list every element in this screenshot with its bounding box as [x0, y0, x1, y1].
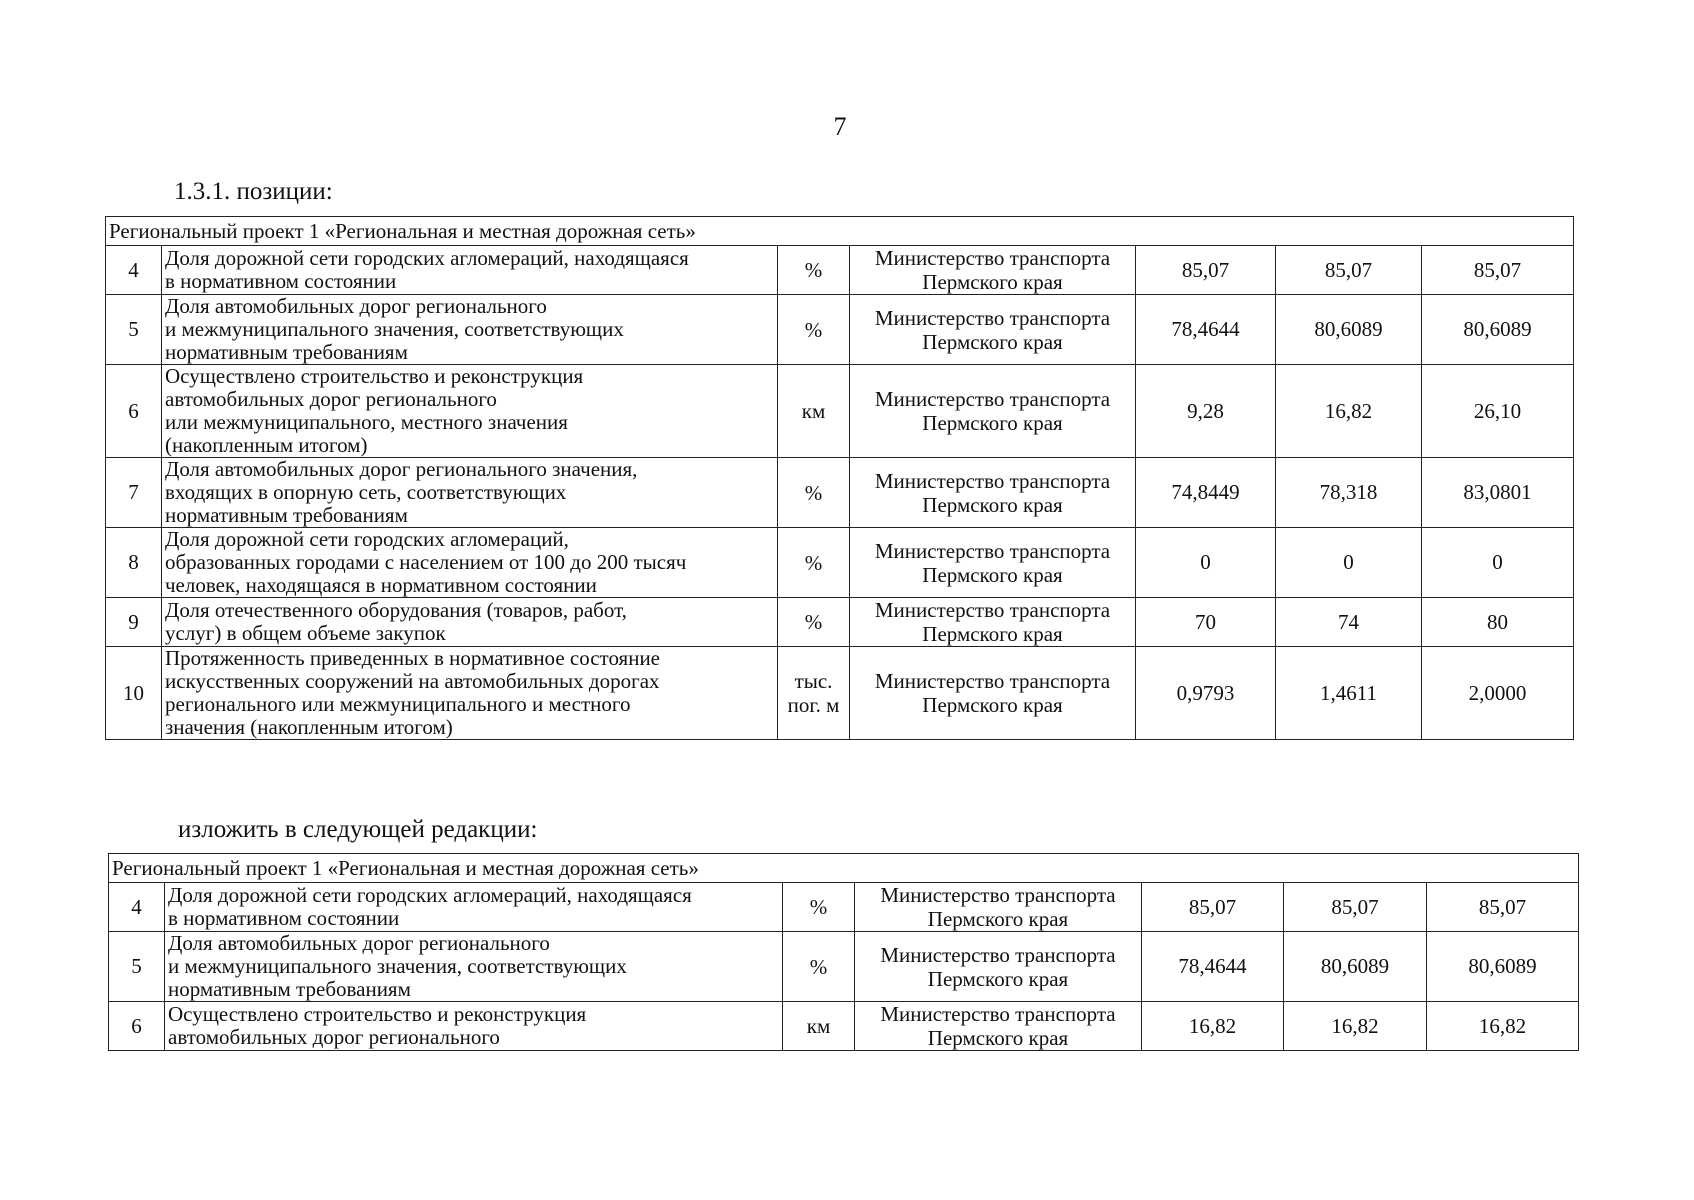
indicator-name — [162, 598, 778, 647]
row-number: 5 — [109, 932, 165, 1002]
responsible-body — [850, 598, 1136, 647]
value-year-2: 74 — [1276, 598, 1422, 647]
indicator-name-line: Доля автомобильных дорог регионального значения, — [165, 457, 638, 481]
project-title-row — [109, 854, 1579, 883]
responsible-line: Пермского края — [922, 411, 1063, 435]
unit-line: км — [801, 399, 826, 423]
indicator-name-line: Доля дорожной сети городских агломераций, находящаяся — [168, 883, 692, 907]
indicator-name-line: Доля дорожной сети городских агломераций, — [165, 527, 569, 551]
unit-line: % — [804, 610, 823, 634]
unit-line: % — [804, 550, 823, 575]
indicator-name-line: в нормативном состоянии — [165, 269, 397, 293]
value-year-3: 26,10 — [1422, 365, 1574, 458]
project-title: Региональный проект 1 «Региональная и местная дорожная сеть» — [109, 854, 1579, 883]
value-year-1: 85,07 — [1142, 883, 1284, 932]
indicator-name-line: или межмуниципального, местного значения — [165, 410, 568, 434]
responsible-line: Министерство транспорта — [880, 883, 1116, 907]
indicator-name-line: Доля автомобильных дорог регионального — [165, 294, 547, 318]
table-row — [109, 1002, 1579, 1051]
unit-line: км — [806, 1014, 831, 1038]
value-year-2: 16,82 — [1276, 365, 1422, 458]
responsible-line: Пермского края — [922, 329, 1063, 354]
indicator-name-line: Доля отечественного оборудования (товаров, работ, — [165, 598, 627, 622]
responsible-line: Пермского края — [922, 622, 1063, 646]
unit-line: % — [804, 317, 823, 342]
row-number: 7 — [106, 458, 162, 528]
value-year-2: 0 — [1276, 528, 1422, 598]
value-year-3: 2,0000 — [1422, 647, 1574, 740]
unit-of-measure — [778, 528, 850, 598]
value-year-3: 80,6089 — [1422, 295, 1574, 365]
row-number: 6 — [109, 1002, 165, 1051]
indicator-name — [162, 528, 778, 598]
indicator-name-line: нормативным требованиям — [165, 503, 408, 527]
value-year-1: 78,4644 — [1142, 932, 1284, 1002]
indicator-name — [162, 365, 778, 458]
indicator-name — [165, 932, 783, 1002]
table-row — [109, 932, 1579, 1002]
old-indicators-table — [105, 216, 1574, 740]
unit-of-measure — [778, 246, 850, 295]
value-year-1: 85,07 — [1136, 246, 1276, 295]
responsible-line: Пермского края — [927, 907, 1069, 931]
indicator-name-line: входящих в опорную сеть, соответствующих — [165, 480, 567, 504]
responsible-line: Министерство транспорта — [874, 246, 1111, 270]
indicator-name — [165, 1002, 783, 1051]
value-year-2: 78,318 — [1276, 458, 1422, 528]
table-row — [106, 246, 1574, 295]
indicator-name-line: человек, находящаяся в нормативном состоянии — [165, 573, 597, 597]
indicator-name-line: автомобильных дорог регионального — [165, 387, 497, 411]
unit-of-measure — [783, 932, 855, 1002]
value-year-1: 70 — [1136, 598, 1276, 647]
responsible-line: Пермского края — [922, 562, 1063, 587]
indicator-name-line: образованных городами с населением от 100 до 200 тысяч — [165, 550, 687, 574]
responsible-body — [850, 647, 1136, 740]
table-row — [106, 295, 1574, 365]
responsible-line: Пермского края — [922, 270, 1063, 294]
row-number: 6 — [106, 365, 162, 458]
new-table-body — [109, 883, 1579, 1051]
indicator-name-line: в нормативном состоянии — [168, 906, 400, 930]
indicator-name-line: и межмуниципального значения, соответствующих — [165, 317, 624, 341]
value-year-2: 16,82 — [1284, 1002, 1427, 1051]
row-number: 9 — [106, 598, 162, 647]
value-year-3: 0 — [1422, 528, 1574, 598]
responsible-line: Министерство транспорта — [874, 468, 1111, 493]
unit-of-measure — [778, 458, 850, 528]
value-year-1: 0,9793 — [1136, 647, 1276, 740]
table-row — [109, 883, 1579, 932]
value-year-3: 80,6089 — [1427, 932, 1579, 1002]
indicator-name-line: искусственных сооружений на автомобильных дорогах — [165, 669, 660, 693]
indicator-name-line: Протяженность приведенных в нормативное состояние — [165, 646, 661, 670]
indicator-name-line: Осуществлено строительство и реконструкция — [165, 364, 584, 388]
indicator-name-line: значения (накопленным итогом) — [165, 715, 453, 739]
section-new-heading: изложить в следующей редакции: — [178, 816, 538, 843]
responsible-body — [850, 365, 1136, 458]
table-row — [106, 365, 1574, 458]
indicator-name-line: Осуществлено строительство и реконструкция — [168, 1002, 587, 1026]
value-year-2: 1,4611 — [1276, 647, 1422, 740]
indicator-name-line: нормативным требованиям — [165, 340, 408, 364]
row-number: 10 — [106, 647, 162, 740]
unit-line: тыс. — [794, 669, 833, 693]
value-year-2: 80,6089 — [1284, 932, 1427, 1002]
value-year-1: 74,8449 — [1136, 458, 1276, 528]
responsible-body — [855, 883, 1142, 932]
value-year-1: 0 — [1136, 528, 1276, 598]
value-year-3: 85,07 — [1422, 246, 1574, 295]
responsible-body — [850, 458, 1136, 528]
responsible-body — [850, 295, 1136, 365]
row-number: 4 — [109, 883, 165, 932]
unit-of-measure — [783, 1002, 855, 1051]
value-year-3: 85,07 — [1427, 883, 1579, 932]
unit-line: % — [804, 258, 823, 282]
row-number: 4 — [106, 246, 162, 295]
row-number: 8 — [106, 528, 162, 598]
indicator-name — [165, 883, 783, 932]
indicator-name-line: регионального или межмуниципального и местного — [165, 692, 631, 716]
indicator-name-line: Доля автомобильных дорог регионального — [168, 931, 550, 955]
unit-line: % — [809, 895, 828, 919]
table-row — [106, 647, 1574, 740]
responsible-body — [850, 246, 1136, 295]
indicator-name-line: (накопленным итогом) — [165, 433, 368, 457]
responsible-line: Министерство транспорта — [874, 538, 1111, 563]
unit-of-measure — [783, 883, 855, 932]
value-year-3: 80 — [1422, 598, 1574, 647]
new-indicators-table — [108, 853, 1579, 1051]
indicator-name — [162, 295, 778, 365]
responsible-line: Министерство транспорта — [880, 942, 1116, 967]
unit-of-measure — [778, 647, 850, 740]
row-number: 5 — [106, 295, 162, 365]
indicator-name-line: автомобильных дорог регионального — [168, 1025, 500, 1049]
value-year-3: 83,0801 — [1422, 458, 1574, 528]
responsible-line: Пермского края — [922, 693, 1063, 717]
responsible-body — [850, 528, 1136, 598]
responsible-line: Министерство транспорта — [874, 387, 1111, 411]
page-number: 7 — [833, 112, 847, 141]
responsible-line: Министерство транспорта — [874, 669, 1111, 693]
responsible-line: Министерство транспорта — [874, 598, 1111, 622]
value-year-2: 80,6089 — [1276, 295, 1422, 365]
unit-line: % — [804, 480, 823, 505]
value-year-1: 78,4644 — [1136, 295, 1276, 365]
old-table-body — [106, 246, 1574, 740]
unit-of-measure — [778, 365, 850, 458]
value-year-2: 85,07 — [1276, 246, 1422, 295]
unit-of-measure — [778, 295, 850, 365]
indicator-name-line: услуг) в общем объеме закупок — [165, 621, 446, 645]
responsible-body — [855, 1002, 1142, 1051]
section-old-heading: 1.3.1. позиции: — [174, 178, 333, 205]
responsible-line: Министерство транспорта — [874, 305, 1111, 330]
value-year-1: 9,28 — [1136, 365, 1276, 458]
value-year-3: 16,82 — [1427, 1002, 1579, 1051]
responsible-line: Пермского края — [927, 1026, 1069, 1050]
unit-of-measure — [778, 598, 850, 647]
value-year-2: 85,07 — [1284, 883, 1427, 932]
indicator-name — [162, 246, 778, 295]
table-row — [106, 528, 1574, 598]
indicator-name — [162, 647, 778, 740]
project-title: Региональный проект 1 «Региональная и местная дорожная сеть» — [106, 217, 1574, 246]
indicator-name-line: и межмуниципального значения, соответствующих — [168, 954, 627, 978]
responsible-line: Пермского края — [922, 492, 1063, 517]
indicator-name — [162, 458, 778, 528]
indicator-name-line: нормативным требованиям — [168, 977, 411, 1001]
responsible-body — [855, 932, 1142, 1002]
unit-line: пог. м — [787, 693, 840, 717]
responsible-line: Министерство транспорта — [880, 1002, 1116, 1026]
project-title-row — [106, 217, 1574, 246]
unit-line: % — [809, 954, 828, 979]
table-row — [106, 458, 1574, 528]
value-year-1: 16,82 — [1142, 1002, 1284, 1051]
indicator-name-line: Доля дорожной сети городских агломераций, находящаяся — [165, 246, 689, 270]
responsible-line: Пермского края — [927, 966, 1069, 991]
table-row — [106, 598, 1574, 647]
